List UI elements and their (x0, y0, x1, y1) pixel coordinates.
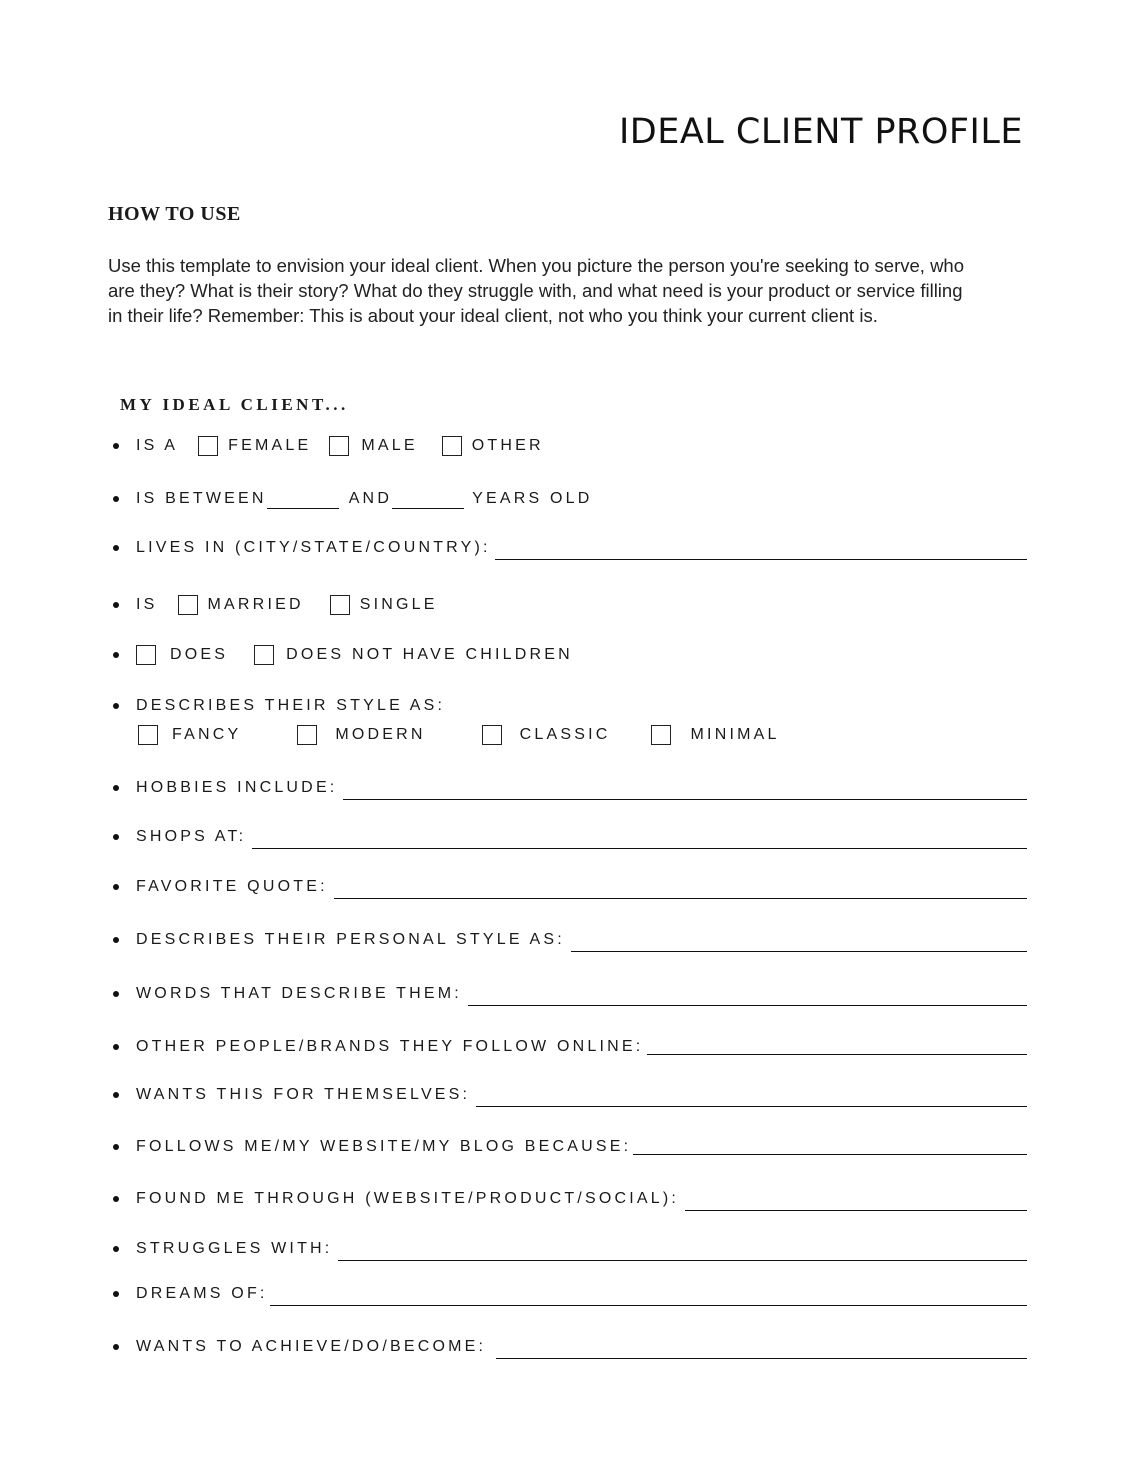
intro-paragraph (108, 253, 1038, 328)
age-row (113, 485, 1027, 513)
gender-row (113, 432, 1027, 460)
wants-for-self-label: WANTS THIS FOR THEMSELVES: (136, 1086, 471, 1103)
favorite-quote-field[interactable] (334, 898, 1027, 899)
achieve-field[interactable] (496, 1358, 1027, 1359)
struggles-field[interactable] (338, 1260, 1027, 1261)
favorite-quote-label: FAVORITE QUOTE: (136, 878, 328, 895)
favorite-quote-row (113, 873, 1027, 901)
does-have-children-checkbox[interactable] (136, 645, 156, 665)
age-label: IS BETWEEN (136, 490, 267, 507)
bullet-icon (113, 1291, 119, 1297)
wants-for-self-field[interactable] (476, 1106, 1027, 1107)
achieve-row (113, 1333, 1027, 1361)
min-age-field[interactable] (267, 508, 339, 509)
bullet-icon (113, 602, 119, 608)
other-checkbox[interactable] (442, 436, 462, 456)
dreams-label: DREAMS OF: (136, 1285, 268, 1302)
struggles-label: STRUGGLES WITH: (136, 1240, 333, 1257)
bullet-icon (113, 937, 119, 943)
shops-at-row (113, 823, 1027, 851)
modern-label: MODERN (335, 726, 426, 743)
brands-followed-label: OTHER PEOPLE/BRANDS THEY FOLLOW ONLINE: (136, 1038, 644, 1055)
style-row (113, 692, 1027, 720)
single-label: SINGLE (359, 596, 438, 613)
how-to-use-heading: HOW TO USE (108, 203, 241, 225)
classic-checkbox[interactable] (482, 725, 502, 745)
found-me-label: FOUND ME THROUGH (WEBSITE/PRODUCT/SOCIAL): (136, 1190, 680, 1207)
bullet-icon (113, 834, 119, 840)
male-label: MALE (361, 437, 418, 454)
dreams-row (113, 1280, 1027, 1308)
male-checkbox[interactable] (329, 436, 349, 456)
bullet-icon (113, 443, 119, 449)
found-me-field[interactable] (685, 1210, 1027, 1211)
style-label: DESCRIBES THEIR STYLE AS: (136, 697, 446, 714)
modern-checkbox[interactable] (297, 725, 317, 745)
dreams-field[interactable] (270, 1305, 1027, 1306)
age-and-label: AND (348, 490, 393, 507)
other-label: OTHER (471, 437, 544, 454)
age-suffix: YEARS OLD (472, 490, 593, 507)
fancy-checkbox[interactable] (138, 725, 158, 745)
intro-line: Use this template to envision your ideal client. When you picture the person you're seeking to serve, who (108, 255, 965, 276)
describe-words-field[interactable] (468, 1005, 1027, 1006)
bullet-icon (113, 703, 119, 709)
minimal-label: MINIMAL (690, 726, 780, 743)
bullet-icon (113, 652, 119, 658)
wants-for-self-row (113, 1081, 1027, 1109)
bullet-icon (113, 1344, 119, 1350)
children-row (113, 641, 1027, 669)
hobbies-row (113, 774, 1027, 802)
brands-followed-row (113, 1033, 1027, 1061)
intro-line: are they? What is their story? What do they struggle with, and what need is your product or service filling (108, 280, 963, 301)
bullet-icon (113, 1044, 119, 1050)
female-label: FEMALE (228, 437, 312, 454)
does-not-have-children-checkbox[interactable] (254, 645, 274, 665)
personal-style-row (113, 926, 1027, 954)
follows-because-row (113, 1133, 1027, 1161)
lives-in-label: LIVES IN (CITY/STATE/COUNTRY): (136, 539, 491, 556)
shops-at-field[interactable] (252, 848, 1027, 849)
found-me-row (113, 1185, 1027, 1213)
does-label: DOES (170, 646, 229, 663)
shops-at-label: SHOPS AT: (136, 828, 247, 845)
gender-label: IS A (136, 437, 179, 454)
intro-line: in their life? Remember: This is about your ideal client, not who you think your current client is. (108, 305, 878, 326)
describe-words-row (113, 980, 1027, 1008)
minimal-checkbox[interactable] (651, 725, 671, 745)
bullet-icon (113, 545, 119, 551)
struggles-row (113, 1235, 1027, 1263)
lives-in-field[interactable] (495, 559, 1027, 560)
female-checkbox[interactable] (198, 436, 218, 456)
fancy-label: FANCY (172, 726, 242, 743)
lives-in-row (113, 534, 1027, 562)
hobbies-field[interactable] (343, 799, 1027, 800)
marital-row (113, 591, 1027, 619)
bullet-icon (113, 1144, 119, 1150)
style-options-row (138, 721, 938, 749)
achieve-label: WANTS TO ACHIEVE/DO/BECOME: (136, 1338, 487, 1355)
married-label: MARRIED (207, 596, 304, 613)
bullet-icon (113, 1092, 119, 1098)
personal-style-field[interactable] (571, 951, 1027, 952)
bullet-icon (113, 496, 119, 502)
describe-words-label: WORDS THAT DESCRIBE THEM: (136, 985, 462, 1002)
bullet-icon (113, 1196, 119, 1202)
bullet-icon (113, 884, 119, 890)
personal-style-label: DESCRIBES THEIR PERSONAL STYLE AS: (136, 931, 565, 948)
bullet-icon (113, 785, 119, 791)
married-checkbox[interactable] (178, 595, 198, 615)
bullet-icon (113, 991, 119, 997)
follows-because-field[interactable] (633, 1154, 1027, 1155)
follows-because-label: FOLLOWS ME/MY WEBSITE/MY BLOG BECAUSE: (136, 1138, 632, 1155)
bullet-icon (113, 1246, 119, 1252)
brands-followed-field[interactable] (647, 1054, 1027, 1055)
hobbies-label: HOBBIES INCLUDE: (136, 779, 338, 796)
does-not-have-children-label: DOES NOT HAVE CHILDREN (286, 646, 573, 663)
single-checkbox[interactable] (330, 595, 350, 615)
page-title: IDEAL CLIENT PROFILE (618, 112, 1023, 152)
classic-label: CLASSIC (519, 726, 611, 743)
max-age-field[interactable] (392, 508, 464, 509)
section-heading: MY IDEAL CLIENT... (120, 395, 349, 414)
marital-label: IS (136, 596, 158, 613)
